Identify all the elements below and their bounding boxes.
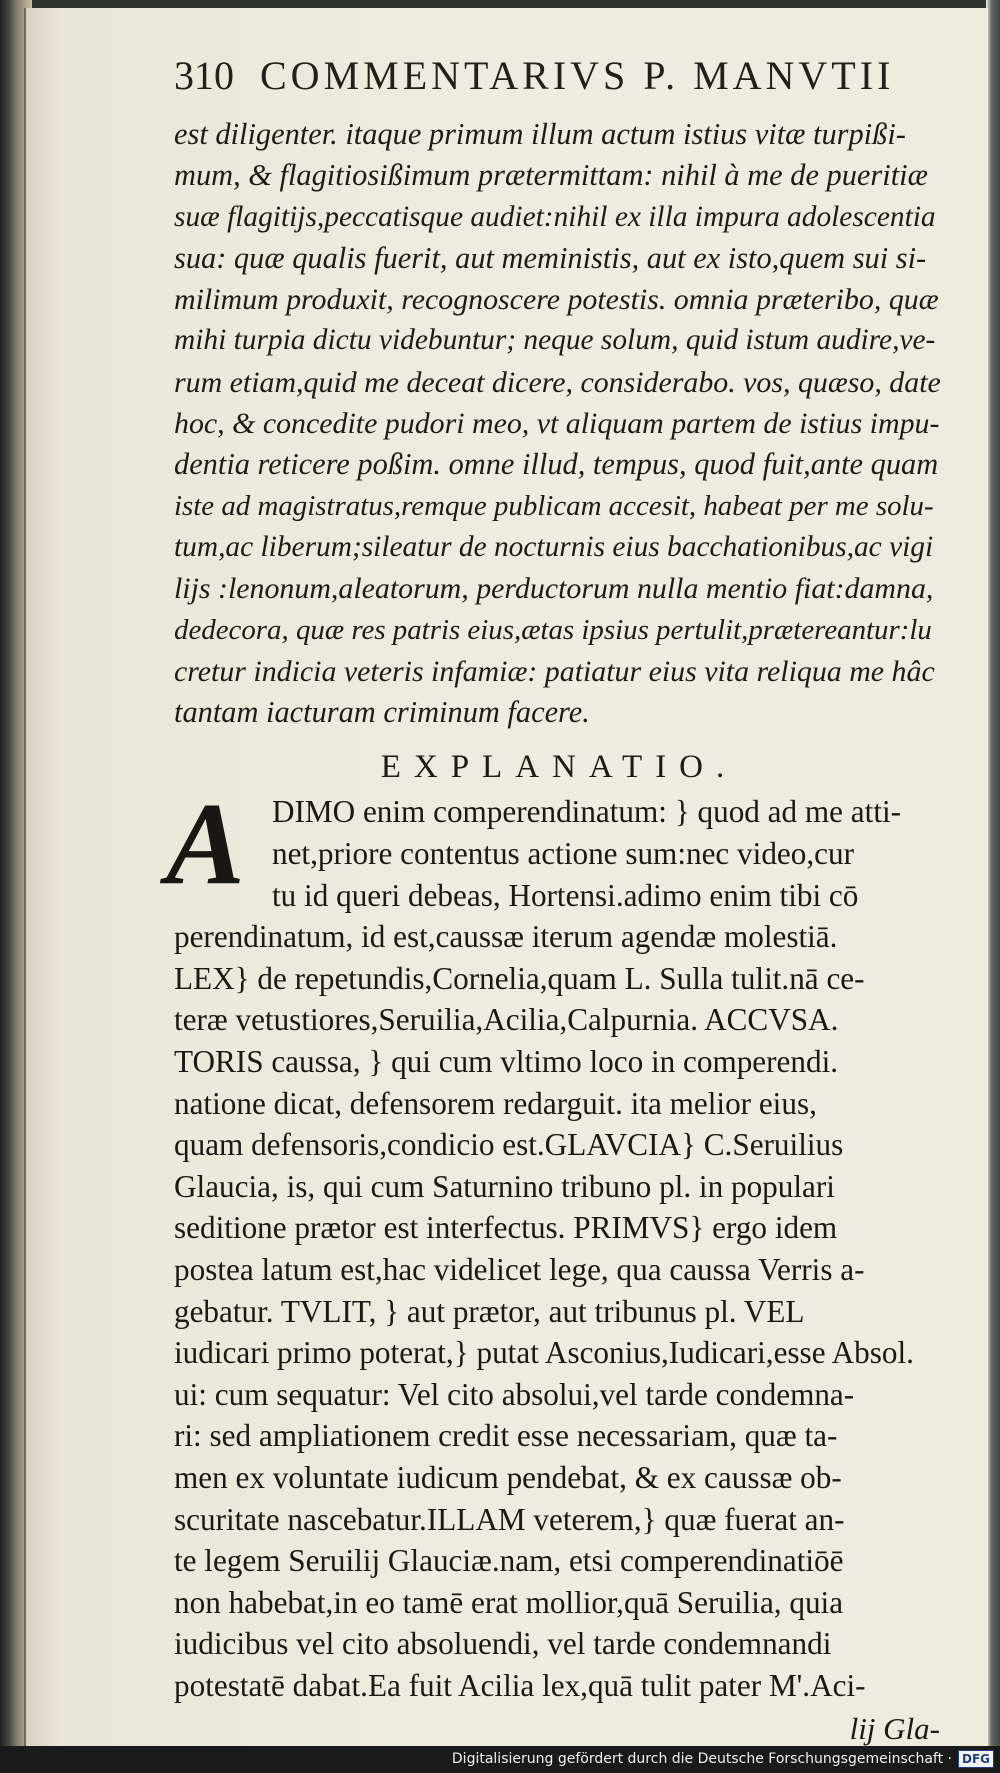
text-line: est diligenter. itaque primum illum actum istius vitæ turpißi- — [174, 117, 906, 151]
text-line: mum, & flagitiosißimum prætermittam: nihil à me de pueritiæ — [174, 158, 928, 193]
text-line: dentia reticere poßim. omne illud, tempus, quod fuit,ante quam — [174, 447, 939, 482]
page-text-area — [166, 52, 944, 1747]
quoted-oration-text — [174, 114, 944, 733]
text-line: TORIS caussa, } qui cum vltimo loco in comperendi. — [174, 1044, 839, 1080]
funding-credit: Digitalisierung gefördert durch die Deutsche Forschungsgemeinschaft · — [451, 1751, 952, 1767]
page-edge-right — [986, 0, 1000, 1773]
text-line: dedecora, quæ res patris eius,ætas ipsius pertulit,prætereantur:lu — [174, 613, 932, 646]
book-page — [24, 8, 988, 1746]
text-line: ri: sed ampliationem credit esse necessariam, quæ ta- — [174, 1418, 838, 1454]
text-line: iudicibus vel cito absoluendi, vel tarde condemnandi — [174, 1626, 832, 1662]
text-line: natione dicat, defensorem redarguit. ita melior eius, — [174, 1085, 817, 1121]
text-line: lijs :lenonum,aleatorum, perductorum nulla mentio fiat:damna, — [174, 572, 934, 606]
text-line: seditione prætor est interfectus. PRIMVS} ergo idem — [174, 1210, 838, 1246]
text-line: teræ vetustiores,Seruilia,Acilia,Calpurnia. ACCVSA. — [174, 1002, 839, 1038]
dfg-logo-icon: DFG — [958, 1750, 994, 1768]
text-line: potestatē dabat.Ea fuit Acilia lex,quā tulit pater M'.Aci- — [174, 1667, 866, 1703]
text-line: net,priore contentus actione sum:nec video,cur — [272, 836, 854, 872]
explanatio-heading: EXPLANATIO. — [380, 749, 738, 786]
text-line: DIMO enim comperendinatum: } quod ad me atti- — [272, 794, 902, 830]
text-line: LEX} de repetundis,Cornelia,quam L. Sulla tulit.nā ce- — [174, 960, 865, 996]
text-line: rum etiam,quid me deceat dicere, considerabo. vos, quæso, date — [174, 365, 941, 399]
text-line: tum,ac liberum;sileatur de nocturnis eius bacchationibus,ac vigi — [174, 530, 934, 563]
catchword: lij Gla- — [849, 1710, 940, 1746]
text-line: milimum produxit, recognoscere potestis. omnia præteribo, quæ — [174, 283, 939, 317]
digitization-footer — [0, 1746, 1000, 1773]
text-line: iste ad magistratus,remque publicam accesit, habeat per me solu- — [174, 489, 934, 522]
page-number: 310 — [174, 53, 234, 98]
text-line: mihi turpia dictu videbuntur; neque solum, quid istum audire,ve- — [174, 324, 936, 357]
text-line: suæ flagitijs,peccatisque audiet:nihil ex illa impura adolescentia — [174, 200, 936, 233]
text-line: ui: cum sequatur: Vel cito absolui,vel tarde condemna- — [174, 1376, 855, 1412]
running-header — [174, 52, 944, 114]
text-line: Glaucia, is, qui cum Saturnino tribuno pl. in populari — [174, 1168, 835, 1204]
text-line: sua: quæ qualis fuerit, aut meministis, aut ex isto,quem sui si- — [174, 240, 927, 275]
text-line: perendinatum, id est,caussæ iterum agendæ molestiā. — [174, 919, 838, 955]
commentary-text — [166, 778, 944, 1706]
text-line: iudicari primo poterat,} putat Asconius,Iudicari,esse Absol. — [174, 1335, 914, 1371]
running-head-title: COMMENTARIVS P. MANVTII — [260, 53, 895, 98]
text-line: cretur indicia veteris infamiæ: patiatur eius vita reliqua me hâc — [174, 654, 935, 688]
text-line: quam defensoris,condicio est.GLAVCIA} C.Seruilius — [174, 1127, 844, 1163]
text-line: men ex voluntate iudicum pendebat, & ex caussæ ob- — [174, 1459, 842, 1495]
text-line: tantam iacturam criminum facere. — [174, 695, 590, 730]
text-line: tu id queri debeas, Hortensi.adimo enim tibi cō — [272, 877, 859, 913]
drop-cap-initial: A — [166, 778, 245, 910]
text-line: non habebat,in eo tamē erat mollior,quā Seruilia, quia — [174, 1584, 844, 1620]
text-line: gebatur. TVLIT, } aut prætor, aut tribunus pl. VEL — [174, 1293, 805, 1329]
text-line: te legem Seruilij Glauciæ.nam, etsi comperendinatiōē — [174, 1543, 844, 1579]
text-line: postea latum est,hac videlicet lege, qua caussa Verris a- — [174, 1251, 865, 1287]
text-line: scuritate nascebatur.ILLAM veterem,} quæ fuerat an- — [174, 1501, 845, 1537]
text-line: hoc, & concedite pudori meo, vt aliquam partem de istius impu- — [174, 407, 940, 441]
